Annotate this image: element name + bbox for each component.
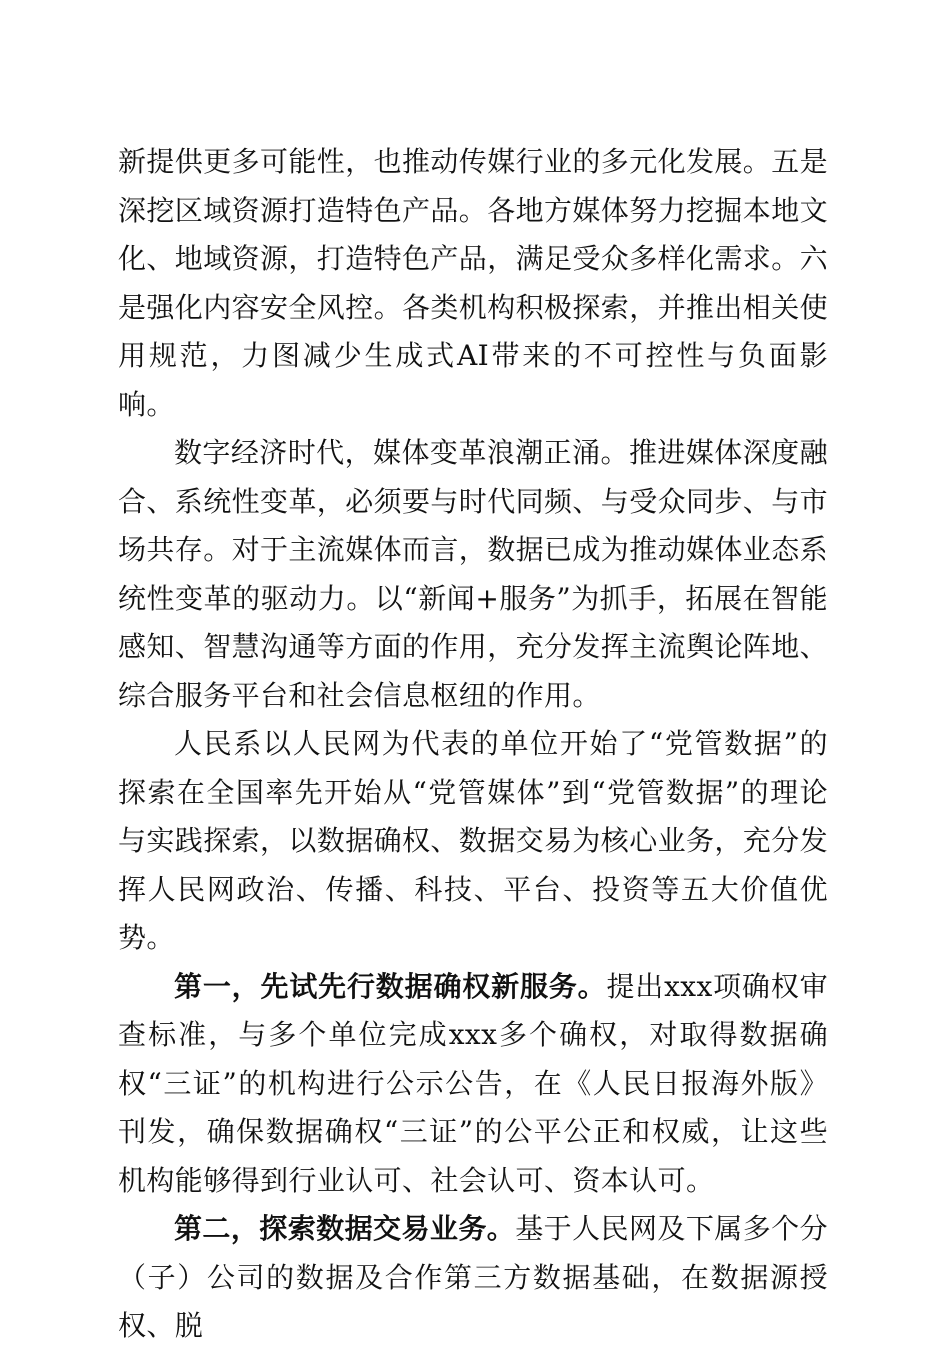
paragraph-digital-economy — [118, 429, 828, 720]
paragraph-lead-heading: 第一，先试先行数据确权新服务。 — [174, 969, 607, 1003]
paragraph-text: 提出xxx项确权审查标准，与多个单位完成xxx多个确权，对取得数据确权“三证”的机构进行公示公告，在《人民日报海外版》刊发，确保数据确权“三证”的公平公正和权威，让这些机构能够得到行业认可、社会认可、资本认可。 — [118, 969, 828, 1197]
paragraph-text: 新提供更多可能性，也推动传媒行业的多元化发展。五是深挖区域资源打造特色产品。各地方媒体努力挖掘本地文化、地域资源，打造特色产品，满足受众多样化需求。六是强化内容安全风控。各类机构积极探索，并推出相关使用规范，力图减少生成式AI带来的不可控性与负面影响。 — [118, 145, 829, 421]
paragraph-text: 基于人民网及下属多个分（子）公司的数据及合作第三方数据基础，在数据源授权、脱 — [118, 1212, 828, 1342]
paragraph-continuation — [118, 138, 828, 429]
paragraph-second-point — [118, 1205, 828, 1351]
paragraph-people-daily — [118, 720, 828, 963]
paragraph-first-point — [118, 963, 828, 1206]
paragraph-text: 数字经济时代，媒体变革浪潮正涌。推进媒体深度融合、系统性变革，必须要与时代同频、与受众同步、与市场共存。对于主流媒体而言，数据已成为推动媒体业态系统性变革的驱动力。以“新闻+服务”为抓手，拓展在智能感知、智慧沟通等方面的作用，充分发挥主流舆论阵地、综合服务平台和社会信息枢纽的作用。 — [118, 436, 829, 712]
paragraph-lead-heading: 第二，探索数据交易业务。 — [174, 1212, 516, 1245]
paragraph-text: 人民系以人民网为代表的单位开始了“党管数据”的探索在全国率先开始从“党管媒体”到“党管数据”的理论与实践探索，以数据确权、数据交易为核心业务，充分发挥人民网政治、传播、科技、平台、投资等五大价值优势。 — [118, 727, 829, 954]
document-body — [118, 138, 828, 1351]
